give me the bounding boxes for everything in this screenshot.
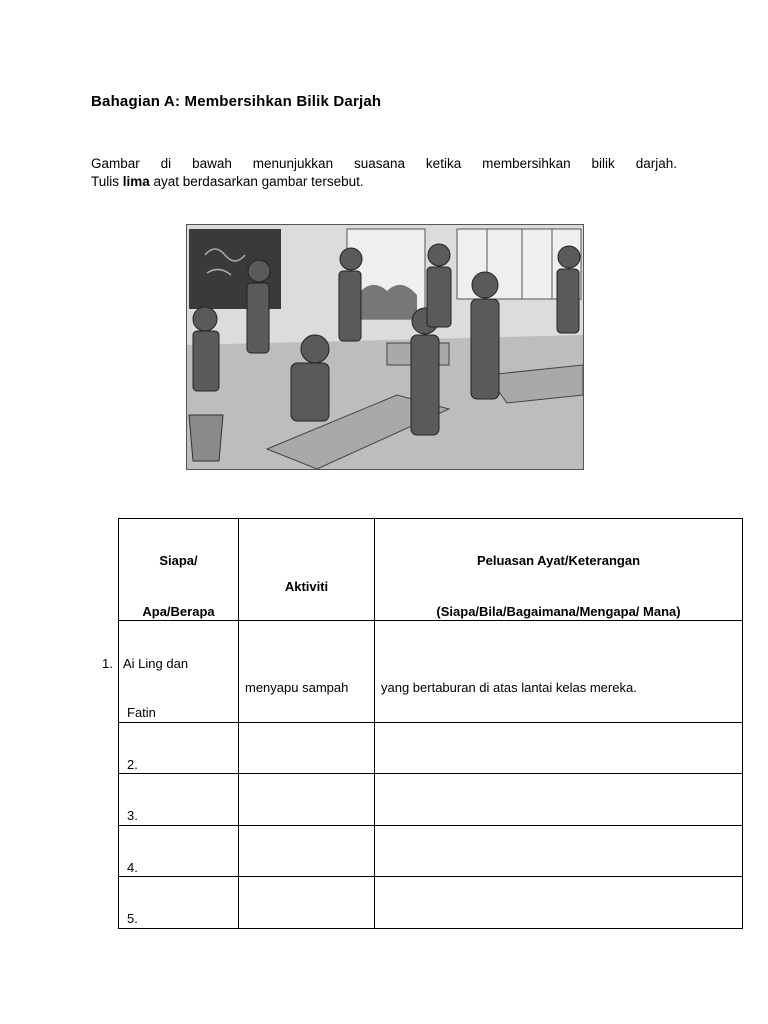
section-heading: Bahagian A: Membersihkan Bilik Darjah [91, 93, 382, 110]
example-who-line-1: Ai Ling dan [123, 656, 189, 671]
header-extension-line-1: Peluasan Ayat/Keterangan [476, 553, 641, 568]
table-row [119, 877, 743, 929]
answer-table [102, 518, 743, 929]
answer-who-cell[interactable] [119, 723, 239, 774]
table-row [119, 723, 743, 774]
row-number: 2. [127, 757, 138, 772]
table-row [119, 826, 743, 877]
example-extension: yang bertaburan di atas lantai kelas mereka. [381, 680, 637, 695]
instructions-paragraph [91, 155, 677, 191]
instructions-prefix: Tulis [91, 174, 123, 189]
answer-extension-cell[interactable] [375, 877, 743, 929]
example-activity-cell [239, 621, 375, 723]
example-extension-cell [375, 621, 743, 723]
row-number: 3. [127, 808, 138, 823]
answer-extension-cell[interactable] [375, 826, 743, 877]
header-extension-line-2: (Siapa/Bila/Bagaimana/Mengapa/ Mana) [436, 604, 681, 619]
answer-who-cell[interactable] [119, 774, 239, 826]
instructions-suffix: ayat berdasarkan gambar tersebut. [149, 174, 364, 189]
answer-extension-cell[interactable] [375, 774, 743, 826]
header-who-line-1: Siapa/ [159, 553, 198, 568]
instructions-bold-word: lima [122, 174, 150, 189]
answer-activity-cell[interactable] [239, 723, 375, 774]
example-who-cell [102, 621, 239, 723]
example-row-number: 1. [102, 656, 113, 671]
header-who [119, 519, 239, 621]
answer-extension-cell[interactable] [375, 723, 743, 774]
answer-activity-cell[interactable] [239, 826, 375, 877]
answer-who-cell[interactable] [119, 877, 239, 929]
answer-activity-cell[interactable] [239, 877, 375, 929]
classroom-cleaning-illustration [186, 224, 584, 470]
table-row [119, 774, 743, 826]
instructions-line-1: Gambar di bawah menunjukkan suasana ketika membersihkan bilik darjah. [91, 156, 677, 171]
header-who-line-2: Apa/Berapa [142, 604, 215, 619]
header-activity [239, 519, 375, 621]
header-extension [375, 519, 743, 621]
header-activity-label: Aktiviti [284, 579, 329, 594]
example-who-line-2: Fatin [127, 705, 156, 720]
instructions-line-2 [91, 173, 677, 191]
example-activity: menyapu sampah [245, 680, 349, 695]
row-number: 4. [127, 860, 138, 875]
answer-who-cell[interactable] [119, 826, 239, 877]
table-header-row [119, 519, 743, 621]
answer-activity-cell[interactable] [239, 774, 375, 826]
row-number: 5. [127, 911, 138, 926]
table-row-example [119, 621, 743, 723]
